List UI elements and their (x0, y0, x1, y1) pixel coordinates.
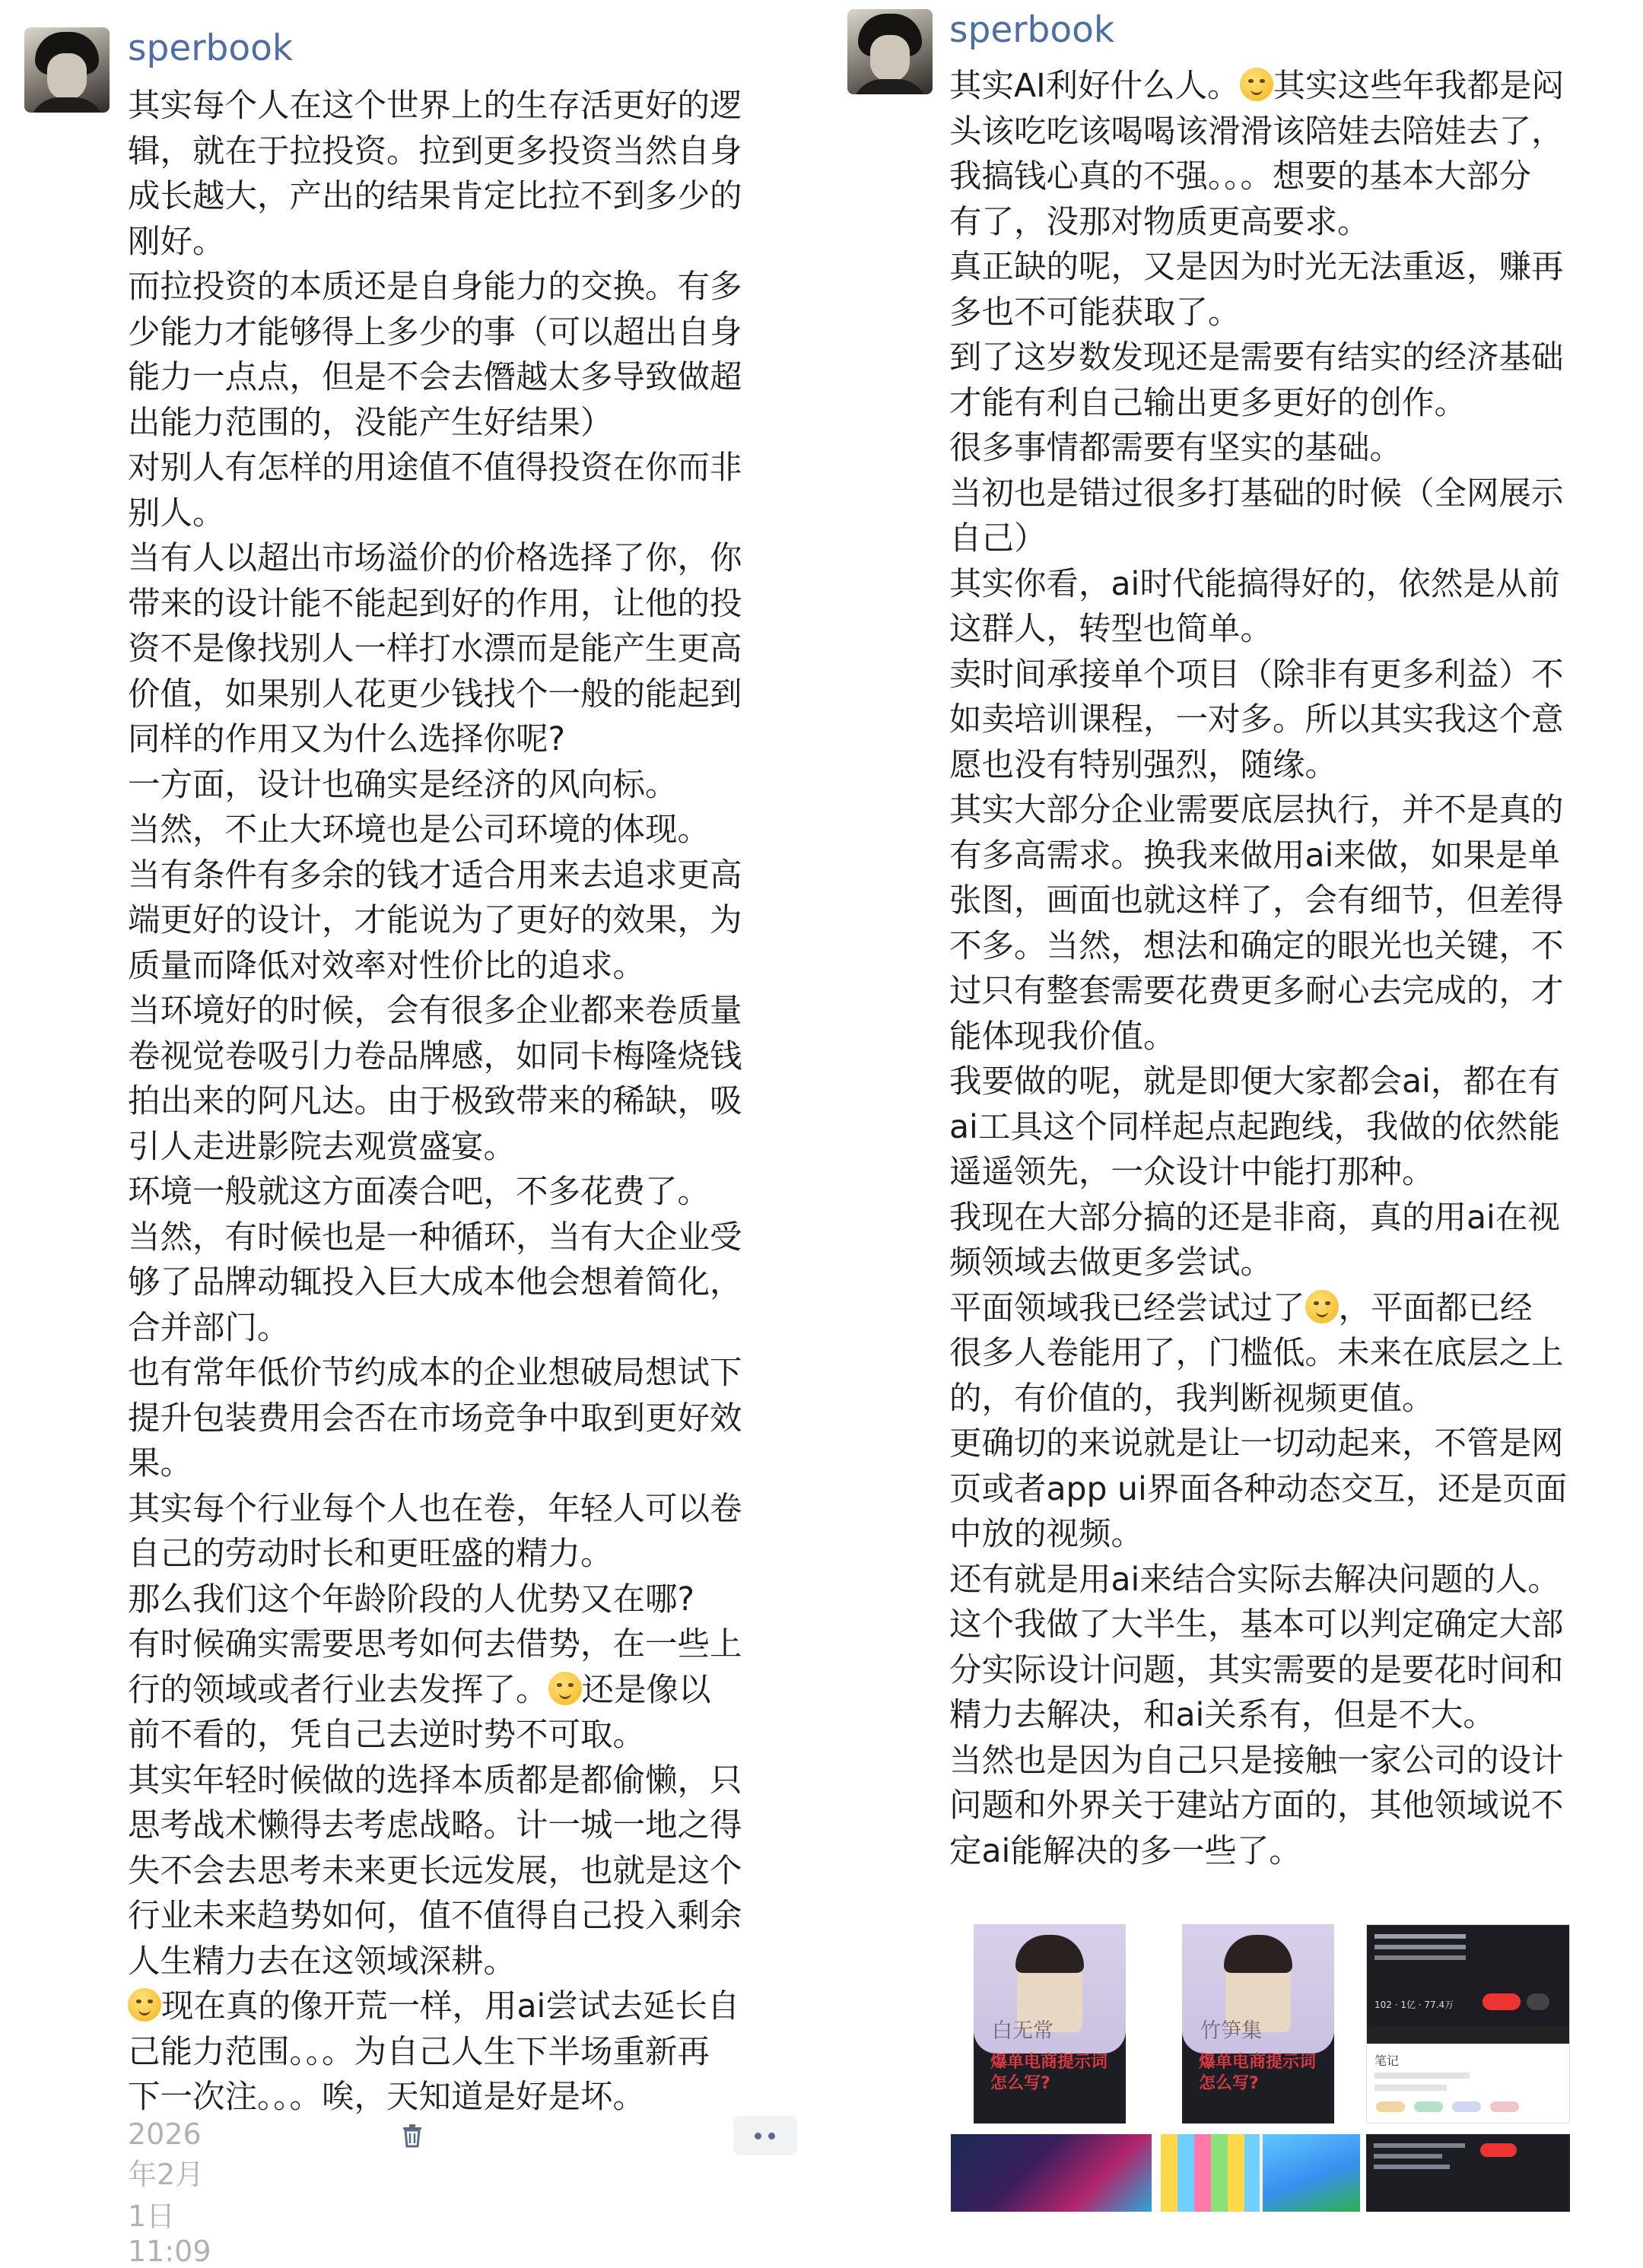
text-line (949, 381, 1567, 427)
text-line (128, 1306, 742, 1352)
text-segment: 当有条件有多余的钱才适合用来去追求更高 (128, 856, 742, 894)
post-text (128, 84, 742, 2120)
text-line (949, 1331, 1567, 1377)
text-segment: 当环境好的时候，会有很多企业都来卷质量 (128, 993, 742, 1030)
text-segment: 当有人以超出市场溢价的价格选择了你，你 (128, 540, 742, 577)
text-segment: 带来的设计能不能起到好的作用，让他的投 (128, 585, 742, 623)
text-segment: 那么我们这个年龄阶段的人优势又在哪? (128, 1580, 695, 1618)
post-text (949, 64, 1567, 1874)
text-line (128, 989, 742, 1034)
text-segment: 思考战术懒得去考虑战略。计一城一地之得 (128, 1807, 742, 1844)
text-line (128, 808, 742, 853)
text-segment: 我搞钱心真的不强。。。想要的基本大部分 (949, 158, 1532, 195)
text-segment: 过只有整套需要花费更多耐心去完成的，才 (949, 973, 1564, 1010)
text-segment: 很多人卷能用了，门槛低。未来在底层之上 (949, 1335, 1564, 1372)
text-segment: 页或者app ui界面各种动态交互，还是页面 (949, 1470, 1568, 1508)
text-segment: 卷视觉卷吸引力卷品牌感，如同卡梅隆烧钱 (128, 1037, 742, 1075)
smile-emoji (548, 1672, 582, 1705)
text-segment: ai工具这个同样起点起跑线，我做的依然能 (949, 1108, 1560, 1146)
text-segment: 其实每个行业每个人也在卷，年轻人可以卷 (128, 1490, 742, 1528)
text-segment: 辑，就在于拉投资。拉到更多投资当然自身 (128, 132, 742, 170)
text-line (949, 1648, 1567, 1694)
text-segment: 能体现我价值。 (949, 1018, 1176, 1056)
text-line (128, 401, 742, 446)
text-segment: 有了，没那对物质更高要求。 (949, 203, 1370, 241)
text-segment: 成长越大，产出的结果肯定比拉不到多少的 (128, 178, 742, 215)
text-segment: 人生精力去在这领域深耕。 (128, 1942, 516, 1981)
text-line (128, 1079, 742, 1125)
text-segment: 卖时间承接单个项目（除非有更多利益）不 (949, 656, 1564, 694)
text-line (949, 1467, 1567, 1513)
text-segment: 提升包装费用会否在市场竞争中取到更好效 (128, 1399, 742, 1437)
text-segment: ，平面都已经 (1338, 1289, 1533, 1327)
text-segment: 环境一般就这方面凑合吧，不多花费了。 (128, 1174, 710, 1211)
text-segment: 当然也是因为自己只是接触一家公司的设计 (949, 1742, 1564, 1780)
post-image[interactable] (1263, 2134, 1360, 2212)
text-line (128, 1622, 742, 1668)
text-segment: 对别人有怎样的用途值不值得投资在你而非 (128, 449, 742, 487)
text-segment: 还有就是用ai来结合实际去解决问题的人。 (949, 1561, 1560, 1599)
text-segment: 分实际设计问题，其实需要的是要花时间和 (949, 1651, 1564, 1689)
text-segment: 才能有利自己输出更多更好的创作。 (949, 384, 1467, 422)
text-line (128, 672, 742, 718)
text-segment: 其实年轻时候做的选择本质都是都偷懒，只 (128, 1761, 742, 1799)
text-line (949, 200, 1567, 246)
text-segment: 头该吃吃该喝喝该滑滑该陪娃去陪娃去了， (949, 113, 1564, 151)
text-segment: 也有常年低价节约成本的企业想破局想试下 (128, 1355, 742, 1392)
text-line (128, 129, 742, 175)
text-segment: 问题和外界关于建站方面的，其他领域说不 (949, 1787, 1564, 1825)
text-line (949, 562, 1567, 608)
post-image[interactable] (1161, 2134, 1260, 2212)
trash-icon[interactable] (402, 2123, 423, 2148)
poster-headline: 爆单电商提示词 怎么写? (1199, 2053, 1317, 2093)
text-line (949, 426, 1567, 472)
poster-name-tag: 竹笋集 (1200, 2019, 1262, 2043)
text-line (949, 1693, 1567, 1739)
text-line (128, 1441, 742, 1487)
more-dots-icon[interactable] (733, 2116, 797, 2155)
text-line (949, 743, 1567, 789)
text-segment: 端更好的设计，才能说为了更好的效果，为 (128, 902, 742, 939)
text-segment: 我要做的呢，就是即便大家都会ai，都在有 (949, 1063, 1560, 1101)
text-line (949, 245, 1567, 291)
text-line (949, 834, 1567, 879)
text-segment: 出能力范围的，没能产生好结果） (128, 404, 613, 442)
text-line (128, 1803, 742, 1849)
text-segment: 其实大部分企业需要底层执行，并不是真的 (949, 792, 1564, 829)
text-segment: 平面领域我已经尝试过了 (949, 1289, 1305, 1327)
text-line (128, 1849, 742, 1895)
text-line (128, 853, 742, 899)
text-segment: 下一次注。。。唉，天知道是好是坏。 (128, 2079, 646, 2116)
text-line (128, 1894, 742, 1939)
text-segment: 合并部门。 (128, 1309, 290, 1347)
text-segment: 遥遥领先，一众设计中能打那种。 (949, 1154, 1435, 1191)
text-segment: 中放的视频。 (949, 1516, 1144, 1553)
text-segment: 能力一点点，但是不会去僭越太多导致做超 (128, 359, 742, 396)
text-segment: 拍出来的阿凡达。由于极致带来的稀缺，吸 (128, 1083, 742, 1120)
text-segment: 少能力才能够得上多少的事（可以超出自身 (128, 313, 742, 351)
text-line (949, 1150, 1567, 1196)
post-image[interactable] (1366, 2134, 1570, 2212)
text-line (128, 491, 742, 537)
text-line (128, 174, 742, 220)
text-line (949, 472, 1567, 517)
post-image-poster[interactable] (974, 1924, 1126, 2123)
text-segment: 其实AI利好什么人。 (949, 68, 1240, 105)
username[interactable]: sperbook (128, 27, 294, 69)
text-line (949, 516, 1567, 562)
text-segment: 有多高需求。换我来做用ai来做，如果是单 (949, 837, 1560, 875)
username[interactable]: sperbook (949, 9, 1115, 51)
smile-emoji (1305, 1290, 1339, 1323)
text-segment: 张图，画面也就这样了，会有细节，但差得 (949, 882, 1564, 920)
text-line (949, 1015, 1567, 1060)
text-line (128, 627, 742, 672)
text-segment: 这群人，转型也简单。 (949, 611, 1273, 648)
text-segment: 有时候确实需要思考如何去借势，在一些上 (128, 1626, 742, 1663)
text-segment: 如卖培训课程，一对多。所以其实我这个意 (949, 701, 1564, 739)
text-line (949, 1739, 1567, 1784)
text-line (949, 1829, 1567, 1875)
text-segment: 行的领域或者行业去发挥了。 (128, 1671, 548, 1709)
text-line (949, 154, 1567, 200)
text-line (949, 788, 1567, 834)
text-line (128, 1034, 742, 1080)
text-line (128, 2030, 742, 2076)
text-segment: 真正缺的呢，又是因为时光无法重返，赚再 (949, 249, 1564, 286)
avatar[interactable] (24, 27, 110, 113)
text-line (949, 1421, 1567, 1467)
text-line (128, 1532, 742, 1577)
text-line (128, 355, 742, 401)
text-line (128, 1260, 742, 1306)
text-segment: 频领域去做更多尝试。 (949, 1244, 1273, 1282)
text-segment: 我现在大部分搞的还是非商，真的用ai在视 (949, 1199, 1560, 1237)
text-line (949, 1286, 1567, 1332)
text-line (949, 1240, 1567, 1286)
text-line (128, 1668, 742, 1714)
text-line (949, 64, 1567, 110)
text-line (949, 1784, 1567, 1829)
text-segment: 果。 (128, 1445, 193, 1482)
yawn-emoji (1240, 68, 1273, 101)
text-segment: 不多。当然，想法和确定的眼光也关键，不 (949, 927, 1564, 965)
text-segment: 当然，不止大环境也是公司环境的体现。 (128, 812, 710, 849)
text-line (949, 653, 1567, 698)
text-line (949, 1196, 1567, 1241)
text-line (949, 878, 1567, 924)
note-label: 笔记 (1374, 2054, 1400, 2068)
text-segment: 自己） (949, 520, 1047, 557)
text-segment: 的，有价值的，我判断视频更值。 (949, 1380, 1435, 1418)
text-line (128, 1487, 742, 1533)
text-line (949, 1603, 1567, 1648)
text-line (949, 1512, 1567, 1558)
text-line (128, 84, 742, 129)
post-image-app-screenshot[interactable]: 102 · 1亿 · 77.4万 笔记 (1366, 1924, 1570, 2123)
text-segment: 其实每个人在这个世界上的生存活更好的逻 (128, 87, 742, 125)
text-segment: 资不是像找别人一样打水漂而是能产生更高 (128, 631, 742, 668)
text-segment: 很多事情都需要有坚实的基础。 (949, 430, 1403, 467)
text-segment: 失不会去思考未来更长远发展，也就是这个 (128, 1852, 742, 1890)
text-segment: 刚好。 (128, 223, 225, 261)
text-line (128, 1984, 742, 2030)
text-line (949, 291, 1567, 336)
text-line (128, 1125, 742, 1171)
text-segment: 精力去解决，和ai关系有，但是不大。 (949, 1697, 1495, 1734)
text-line (949, 1059, 1567, 1105)
text-segment: 价值，如果别人花更少钱找个一般的能起到 (128, 675, 742, 713)
text-segment: 到了这岁数发现还是需要有结实的经济基础 (949, 339, 1564, 376)
text-segment: 其实你看，ai时代能搞得好的，依然是从前 (949, 565, 1560, 603)
text-line (949, 335, 1567, 381)
text-line (128, 1713, 742, 1758)
text-line (949, 924, 1567, 970)
text-line (949, 697, 1567, 743)
post-image[interactable] (951, 2134, 1152, 2212)
text-line (128, 1939, 742, 1985)
text-segment: 自己的劳动时长和更旺盛的精力。 (128, 1536, 613, 1573)
text-line (128, 1170, 742, 1215)
text-segment: 更确切的来说就是让一切动起来，不管是网 (949, 1425, 1564, 1463)
text-line (128, 717, 742, 763)
text-segment: 一方面，设计也确实是经济的风向标。 (128, 766, 678, 804)
text-line (128, 2075, 742, 2120)
text-line (949, 110, 1567, 155)
text-segment: 同样的作用又为什么选择你呢? (128, 721, 566, 758)
text-line (128, 763, 742, 808)
smile-emoji (128, 1988, 161, 2022)
text-segment: 己能力范围。。。为自己人生下半场重新再 (128, 2033, 710, 2071)
avatar[interactable] (847, 9, 933, 94)
text-segment: 质量而降低对效率对性价比的追求。 (128, 947, 646, 985)
text-line (128, 582, 742, 627)
text-line (949, 607, 1567, 653)
post-image-poster[interactable] (1182, 1924, 1334, 2123)
text-segment: 而拉投资的本质还是自身能力的交换。有多 (128, 268, 742, 306)
poster-name-tag: 白无常 (992, 2019, 1053, 2043)
text-segment: 多也不可能获取了。 (949, 294, 1241, 332)
text-line (128, 1215, 742, 1261)
text-segment: 现在真的像开荒一样，用ai尝试去延长自 (161, 1988, 740, 2025)
text-segment: 行业未来趋势如何，值不值得自己投入剩余 (128, 1898, 742, 1935)
text-segment: 愿也没有特别强烈，随缘。 (949, 746, 1338, 784)
text-segment: 还是像以 (581, 1671, 711, 1709)
text-line (949, 1105, 1567, 1151)
text-line (128, 265, 742, 310)
text-line (128, 536, 742, 582)
text-line (128, 310, 742, 356)
poster-headline: 爆单电商提示词 怎么写? (990, 2053, 1108, 2093)
text-line (128, 898, 742, 944)
text-segment: 够了品牌动辄投入巨大成本他会想着简化， (128, 1264, 742, 1301)
text-line (128, 1577, 742, 1623)
text-segment: 定ai能解决的多一些了。 (949, 1832, 1301, 1870)
text-line (128, 446, 742, 491)
timestamp: 2026年2月1日 11:09 (128, 2117, 211, 2268)
text-segment: 这个我做了大半生，基本可以判定确定大部 (949, 1606, 1564, 1644)
text-segment: 前不看的，凭自己去逆时势不可取。 (128, 1717, 646, 1754)
text-segment: 当初也是错过很多打基础的时候（全网展示 (949, 475, 1564, 513)
text-segment: 引人走进影院去观赏盛宴。 (128, 1128, 516, 1166)
text-line (128, 1758, 742, 1804)
text-line (128, 1396, 742, 1442)
text-segment: 当然，有时候也是一种循环，当有大企业受 (128, 1218, 742, 1256)
text-line (128, 220, 742, 265)
text-line (128, 944, 742, 989)
text-line (949, 969, 1567, 1015)
text-segment: 别人。 (128, 494, 225, 532)
text-segment: 其实这些年我都是闷 (1273, 68, 1565, 105)
text-line (128, 1351, 742, 1396)
text-line (949, 1558, 1567, 1603)
text-line (949, 1377, 1567, 1422)
